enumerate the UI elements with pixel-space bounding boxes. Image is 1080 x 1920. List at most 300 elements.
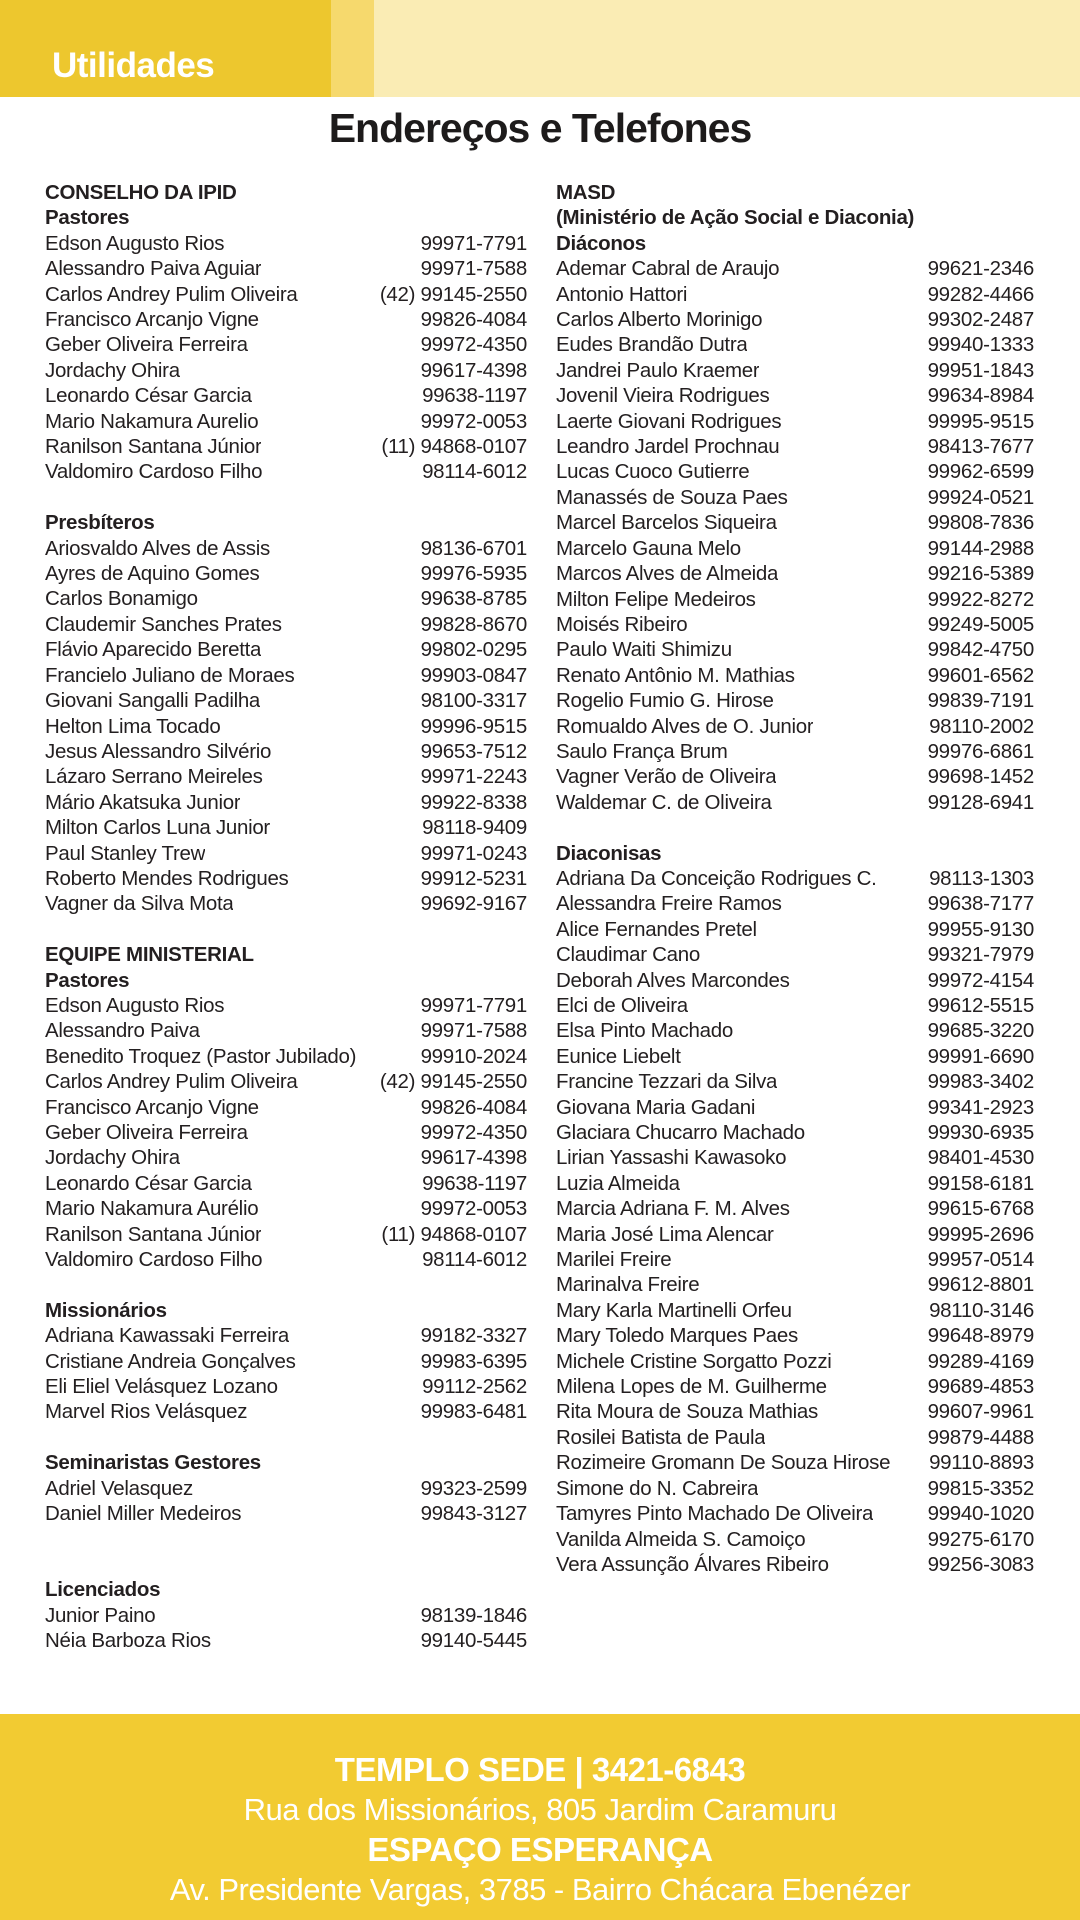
- entry-phone: 99638-1197: [422, 384, 527, 408]
- entry-name: Benedito Troquez (Pastor Jubilado): [45, 1044, 357, 1068]
- entry-phone: 99802-0295: [420, 638, 527, 662]
- directory-entry: [45, 1349, 527, 1374]
- entry-name: Deborah Alves Marcondes: [556, 968, 790, 992]
- directory-entry: [45, 332, 527, 357]
- entry-phone: 99638-8785: [420, 587, 527, 611]
- directory-entry: [556, 510, 1034, 535]
- entry-phone: 98136-6701: [420, 536, 527, 560]
- directory-entry: [45, 1044, 527, 1069]
- directory-entry: [45, 739, 527, 764]
- directory-entry: [45, 536, 527, 561]
- entry-name: Alice Fernandes Pretel: [556, 917, 757, 941]
- directory-entry: [556, 1552, 1034, 1577]
- section-header: Diáconos: [556, 231, 646, 255]
- entry-phone: 99638-7177: [927, 892, 1034, 916]
- entry-name: Moisés Ribeiro: [556, 612, 688, 636]
- entry-name: Francine Tezzari da Silva: [556, 1070, 778, 1094]
- entry-phone: 99976-6861: [927, 739, 1034, 763]
- entry-phone: 99940-1020: [927, 1502, 1034, 1526]
- directory-section: [45, 1577, 527, 1653]
- entry-name: Marinalva Freire: [556, 1273, 700, 1297]
- entry-name: Mário Akatsuka Junior: [45, 790, 241, 814]
- directory-entry: [45, 637, 527, 662]
- entry-name: Ademar Cabral de Araujo: [556, 257, 780, 281]
- entry-name: Milton Felipe Medeiros: [556, 587, 756, 611]
- entry-phone: 99962-6599: [927, 460, 1034, 484]
- directory-entry: [45, 764, 527, 789]
- entry-phone: 99216-5389: [927, 562, 1034, 586]
- entry-phone: 98139-1846: [420, 1603, 527, 1627]
- entry-phone: 99972-4350: [420, 1121, 527, 1144]
- directory-entry: [45, 663, 527, 688]
- directory-entry: [556, 764, 1034, 789]
- entry-phone: 99256-3083: [927, 1552, 1034, 1576]
- entry-name: Flávio Aparecido Beretta: [45, 638, 262, 662]
- entry-phone: 99275-6170: [927, 1527, 1034, 1551]
- directory-entry: [45, 1247, 527, 1272]
- directory-entry: [556, 1145, 1034, 1170]
- entry-name: Tamyres Pinto Machado De Oliveira: [556, 1502, 874, 1526]
- entry-phone: 99922-8338: [420, 790, 527, 814]
- entry-name: Jandrei Paulo Kraemer: [556, 358, 760, 382]
- entry-phone: 99995-9515: [927, 409, 1034, 433]
- entry-name: Vanilda Almeida S. Camoiço: [556, 1527, 806, 1551]
- entry-phone: 99995-2696: [927, 1222, 1034, 1246]
- directory-entry: [556, 891, 1034, 916]
- entry-phone: 99323-2599: [420, 1476, 527, 1500]
- entry-name: Ariosvaldo Alves de Assis: [45, 536, 270, 560]
- directory-entry: [45, 231, 527, 256]
- entry-name: Milton Carlos Luna Junior: [45, 816, 270, 840]
- entry-phone: 99991-6690: [927, 1044, 1034, 1068]
- entry-name: Claudimar Cano: [556, 943, 700, 967]
- directory-entry: [556, 1527, 1034, 1552]
- entry-name: Jesus Alessandro Silvério: [45, 739, 272, 763]
- entry-name: Eli Eliel Velásquez Lozano: [45, 1375, 278, 1399]
- entry-name: Vera Assunção Álvares Ribeiro: [556, 1552, 829, 1576]
- entry-phone: 99972-4154: [927, 968, 1034, 992]
- entry-phone: 99302-2487: [927, 308, 1034, 332]
- entry-phone: 99983-3402: [927, 1070, 1034, 1094]
- directory-entry: [556, 917, 1034, 942]
- section-header: Pastores: [45, 968, 130, 992]
- entry-name: Antonio Hattori: [556, 282, 688, 306]
- directory-entry: [556, 968, 1034, 993]
- entry-name: Paul Stanley Trew: [45, 841, 206, 865]
- entry-name: Leonardo César Garcia: [45, 1171, 252, 1195]
- entry-phone: 99648-8979: [927, 1324, 1034, 1348]
- entry-name: Elci de Oliveira: [556, 993, 688, 1017]
- banner-light-block: [374, 0, 1080, 97]
- directory-entry: [45, 815, 527, 840]
- directory-entry: [556, 942, 1034, 967]
- entry-name: Lirian Yassashi Kawasoko: [556, 1146, 787, 1170]
- directory-entry: [556, 1120, 1034, 1145]
- entry-name: Francielo Juliano de Moraes: [45, 663, 295, 687]
- directory-entry: [45, 1171, 527, 1196]
- entry-name: Alessandro Paiva Aguiar: [45, 257, 262, 281]
- directory-entry: [556, 282, 1034, 307]
- directory-entry: [556, 637, 1034, 662]
- entry-phone: 99685-3220: [927, 1019, 1034, 1043]
- entry-name: Leandro Jardel Prochnau: [556, 435, 780, 459]
- entry-phone: 99839-7191: [927, 689, 1034, 713]
- entry-phone: 99110-8893: [929, 1451, 1034, 1475]
- directory-entry: [556, 1323, 1034, 1348]
- entry-phone: 99692-9167: [420, 892, 527, 916]
- entry-phone: 99828-8670: [420, 612, 527, 636]
- directory-entry: [45, 434, 527, 459]
- section-header: Missionários: [45, 1298, 167, 1322]
- directory-entry: [556, 1069, 1034, 1094]
- entry-name: Saulo França Brum: [556, 739, 728, 763]
- entry-name: Milena Lopes de M. Guilherme: [556, 1375, 827, 1399]
- entry-name: Paulo Waiti Shimizu: [556, 638, 732, 662]
- entry-phone: (11) 94868-0107: [381, 435, 527, 459]
- entry-name: Carlos Andrey Pulim Oliveira: [45, 1070, 298, 1094]
- directory-entry: [556, 459, 1034, 484]
- directory-entry: [556, 612, 1034, 637]
- entry-phone: 98100-3317: [420, 689, 527, 713]
- entry-phone: 99182-3327: [420, 1324, 527, 1348]
- footer-address-band: [0, 1714, 1080, 1920]
- directory-entry: [556, 1501, 1034, 1526]
- entry-phone: 99128-6941: [927, 790, 1034, 814]
- directory-section: [45, 1298, 527, 1425]
- entry-name: Alessandro Paiva: [45, 1019, 200, 1043]
- directory-entry: [556, 1349, 1034, 1374]
- directory-entry: [556, 358, 1034, 383]
- entry-phone: 99971-2243: [420, 765, 527, 789]
- entry-phone: 98110-2002: [929, 714, 1034, 738]
- entry-name: Glaciara Chucarro Machado: [556, 1121, 805, 1145]
- directory-entry: [45, 790, 527, 815]
- entry-name: Rogelio Fumio G. Hirose: [556, 689, 774, 713]
- directory-section: [556, 841, 1034, 1578]
- entry-phone: 98413-7677: [927, 435, 1034, 459]
- entry-phone: 99144-2988: [927, 536, 1034, 560]
- directory-entry: [45, 1374, 527, 1399]
- directory-entry: [45, 688, 527, 713]
- entry-name: Simone do N. Cabreira: [556, 1476, 759, 1500]
- entry-name: Renato Antônio M. Mathias: [556, 663, 795, 687]
- section-header: Licenciados: [45, 1578, 161, 1602]
- directory-entry: [556, 1018, 1034, 1043]
- entry-phone: 99158-6181: [927, 1171, 1034, 1195]
- entry-name: Valdomiro Cardoso Filho: [45, 1248, 263, 1272]
- entry-name: Ranilson Santana Júnior: [45, 435, 262, 459]
- directory-entry: [556, 561, 1034, 586]
- entry-name: Vagner Verão de Oliveira: [556, 765, 777, 789]
- section-header: Seminaristas Gestores: [45, 1451, 261, 1475]
- directory-entry: [45, 714, 527, 739]
- directory-entry: [556, 587, 1034, 612]
- directory-entry: [45, 612, 527, 637]
- entry-name: Mario Nakamura Aurelio: [45, 409, 259, 433]
- footer-title-line: TEMPLO SEDE | 3421-6843: [334, 1751, 746, 1788]
- entry-phone: 99341-2923: [927, 1095, 1034, 1119]
- entry-phone: 99842-4750: [927, 638, 1034, 662]
- directory-entry: [45, 409, 527, 434]
- section-header: (Ministério de Ação Social e Diaconia): [556, 206, 915, 230]
- directory-section: [45, 180, 527, 485]
- entry-phone: 99976-5935: [420, 562, 527, 586]
- entry-phone: 99972-0053: [420, 1197, 527, 1221]
- directory-entry: [556, 409, 1034, 434]
- entry-name: Marcia Adriana F. M. Alves: [556, 1197, 790, 1221]
- entry-name: Geber Oliveira Ferreira: [45, 1121, 248, 1144]
- directory-entry: [556, 739, 1034, 764]
- entry-name: Lucas Cuoco Gutierre: [556, 460, 750, 484]
- section-header: CONSELHO DA IPID: [45, 181, 237, 204]
- entry-name: Jordachy Ohira: [45, 1146, 180, 1170]
- entry-name: Marilei Freire: [556, 1248, 672, 1272]
- entry-name: Rita Moura de Souza Mathias: [556, 1400, 818, 1424]
- entry-name: Rosilei Batista de Paula: [556, 1425, 766, 1449]
- entry-name: Edson Augusto Rios: [45, 231, 225, 255]
- directory-entry: [556, 1298, 1034, 1323]
- entry-phone: 99955-9130: [927, 917, 1034, 941]
- directory-entry: [556, 714, 1034, 739]
- entry-phone: 98114-6012: [422, 460, 527, 484]
- entry-name: Ayres de Aquino Gomes: [45, 562, 260, 586]
- entry-phone: 99815-3352: [927, 1476, 1034, 1500]
- entry-phone: 99634-8984: [927, 384, 1034, 408]
- entry-name: Manassés de Souza Paes: [556, 485, 788, 509]
- entry-phone: 99971-7791: [420, 231, 527, 255]
- entry-phone: 99983-6395: [420, 1349, 527, 1373]
- entry-name: Adriana Da Conceição Rodrigues C.: [556, 866, 877, 890]
- entry-phone: 99910-2024: [420, 1044, 527, 1068]
- entry-name: Adriel Velasquez: [45, 1476, 193, 1500]
- entry-name: Edson Augusto Rios: [45, 993, 225, 1017]
- entry-phone: 99249-5005: [927, 612, 1034, 636]
- section-header: Pastores: [45, 206, 130, 230]
- entry-phone: (11) 94868-0107: [381, 1222, 527, 1246]
- entry-name: Claudemir Sanches Prates: [45, 612, 282, 636]
- directory-entry: [556, 1374, 1034, 1399]
- entry-phone: 99289-4169: [927, 1349, 1034, 1373]
- entry-phone: 99282-4466: [927, 282, 1034, 306]
- directory-column-right: [556, 180, 1034, 1577]
- entry-name: Francisco Arcanjo Vigne: [45, 308, 259, 332]
- directory-entry: [556, 790, 1034, 815]
- entry-name: Giovana Maria Gadani: [556, 1095, 756, 1119]
- entry-name: Mary Karla Martinelli Orfeu: [556, 1298, 792, 1322]
- top-banner: [0, 0, 1080, 97]
- entry-phone: 99843-3127: [420, 1502, 527, 1526]
- entry-phone: 99698-1452: [927, 765, 1034, 789]
- entry-name: Francisco Arcanjo Vigne: [45, 1095, 259, 1119]
- directory-entry: [556, 1272, 1034, 1297]
- directory-entry: [45, 459, 527, 484]
- entry-phone: 99321-7979: [927, 943, 1034, 967]
- footer-address-line: Rua dos Missionários, 805 Jardim Caramuru: [243, 1792, 837, 1827]
- directory-entry: [556, 536, 1034, 561]
- entry-phone: 98110-3146: [929, 1298, 1034, 1322]
- entry-phone: 99615-6768: [927, 1197, 1034, 1221]
- directory-entry: [556, 1425, 1034, 1450]
- page-title: Endereços e Telefones: [328, 105, 752, 151]
- entry-phone: 99951-1843: [927, 358, 1034, 382]
- entry-phone: 99912-5231: [420, 866, 527, 890]
- entry-name: Mary Toledo Marques Paes: [556, 1324, 798, 1348]
- entry-phone: 98118-9409: [422, 816, 527, 840]
- directory-entry: [556, 332, 1034, 357]
- entry-phone: 99971-7588: [420, 257, 527, 281]
- entry-name: Maria José Lima Alencar: [556, 1222, 774, 1246]
- directory-section: [45, 1450, 527, 1526]
- directory-entry: [556, 485, 1034, 510]
- directory-entry: [556, 1095, 1034, 1120]
- entry-name: Lázaro Serrano Meireles: [45, 765, 263, 789]
- directory-entry: [45, 256, 527, 281]
- entry-phone: 99617-4398: [420, 1146, 527, 1170]
- directory-entry: [45, 1145, 527, 1170]
- entry-phone: 99653-7512: [420, 739, 527, 763]
- entry-phone: 99112-2562: [422, 1375, 527, 1399]
- entry-phone: 99924-0521: [927, 485, 1034, 509]
- entry-phone: 99971-7588: [420, 1019, 527, 1043]
- directory-entry: [45, 1323, 527, 1348]
- entry-phone: 99607-9961: [927, 1400, 1034, 1424]
- entry-name: Roberto Mendes Rodrigues: [45, 866, 289, 890]
- entry-name: Romualdo Alves de O. Junior: [556, 714, 814, 738]
- entry-name: Carlos Andrey Pulim Oliveira: [45, 282, 298, 306]
- entry-name: Mario Nakamura Aurélio: [45, 1197, 259, 1221]
- entry-name: Daniel Miller Medeiros: [45, 1502, 242, 1526]
- entry-phone: 98113-1303: [929, 866, 1034, 890]
- entry-name: Eudes Brandão Dutra: [556, 333, 748, 357]
- entry-phone: 99972-0053: [420, 409, 527, 433]
- entry-phone: 99826-4084: [420, 1095, 527, 1119]
- entry-name: Laerte Giovani Rodrigues: [556, 409, 782, 433]
- entry-name: Valdomiro Cardoso Filho: [45, 460, 263, 484]
- directory-entry: [45, 1476, 527, 1501]
- directory-entry: [45, 1628, 527, 1653]
- entry-phone: (42) 99145-2550: [379, 1070, 527, 1094]
- entry-phone: 99612-5515: [927, 993, 1034, 1017]
- entry-name: Marcos Alves de Almeida: [556, 562, 779, 586]
- entry-name: Jordachy Ohira: [45, 358, 180, 382]
- entry-name: Helton Lima Tocado: [45, 714, 221, 738]
- entry-phone: 99903-0847: [420, 663, 527, 687]
- entry-name: Waldemar C. de Oliveira: [556, 790, 772, 814]
- entry-phone: 99617-4398: [420, 358, 527, 382]
- directory-entry: [45, 1399, 527, 1424]
- directory-entry: [45, 1603, 527, 1628]
- entry-name: Eunice Liebelt: [556, 1044, 681, 1068]
- entry-name: Carlos Bonamigo: [45, 587, 198, 611]
- directory-entry: [45, 561, 527, 586]
- directory-entry: [45, 993, 527, 1018]
- directory-entry: [556, 1196, 1034, 1221]
- entry-name: Ranilson Santana Júnior: [45, 1222, 262, 1246]
- entry-name: Geber Oliveira Ferreira: [45, 333, 248, 357]
- entry-name: Adriana Kawassaki Ferreira: [45, 1324, 289, 1348]
- entry-phone: 99930-6935: [927, 1121, 1034, 1145]
- footer-title-line: ESPAÇO ESPERANÇA: [367, 1831, 713, 1868]
- directory-entry: [556, 688, 1034, 713]
- banner-dark-block: [0, 0, 331, 97]
- entry-phone: 99922-8272: [927, 587, 1034, 611]
- banner-mid-block: [331, 0, 374, 97]
- entry-name: Vagner da Silva Mota: [45, 892, 234, 916]
- section-header: Diaconisas: [556, 841, 662, 865]
- directory-entry: [45, 1120, 527, 1145]
- directory-entry: [45, 307, 527, 332]
- directory-entry: [45, 383, 527, 408]
- directory-section: [45, 942, 527, 1272]
- directory-entry: [556, 663, 1034, 688]
- entry-phone: 99983-6481: [420, 1400, 527, 1424]
- directory-entry: [45, 586, 527, 611]
- entry-name: Rozimeire Gromann De Souza Hirose: [556, 1451, 891, 1475]
- directory-entry: [556, 1044, 1034, 1069]
- directory-entry: [45, 841, 527, 866]
- entry-name: Jovenil Vieira Rodrigues: [556, 384, 770, 408]
- entry-phone: 99621-2346: [927, 257, 1034, 281]
- entry-name: Leonardo César Garcia: [45, 384, 252, 408]
- directory-entry: [556, 1222, 1034, 1247]
- entry-name: Michele Cristine Sorgatto Pozzi: [556, 1349, 832, 1373]
- directory-entry: [45, 282, 527, 307]
- section-header: Presbíteros: [45, 511, 155, 535]
- directory-entry: [45, 1018, 527, 1043]
- directory-entry: [556, 1476, 1034, 1501]
- entry-name: Marvel Rios Velásquez: [45, 1400, 248, 1424]
- directory-entry: [45, 1222, 527, 1247]
- directory-entry: [556, 1171, 1034, 1196]
- entry-phone: 99826-4084: [420, 308, 527, 332]
- entry-phone: 99140-5445: [420, 1629, 527, 1653]
- directory-section: [556, 180, 1034, 815]
- directory-entry: [45, 891, 527, 916]
- entry-name: Elsa Pinto Machado: [556, 1019, 733, 1043]
- entry-phone: 99957-0514: [927, 1248, 1034, 1272]
- entry-phone: 99601-6562: [927, 663, 1034, 687]
- entry-name: Alessandra Freire Ramos: [556, 892, 782, 916]
- directory-entry: [45, 1501, 527, 1526]
- entry-phone: 98114-6012: [422, 1248, 527, 1272]
- entry-phone: (42) 99145-2550: [379, 282, 527, 306]
- entry-phone: 99972-4350: [420, 333, 527, 357]
- entry-name: Marcelo Gauna Melo: [556, 536, 741, 560]
- entry-name: Junior Paino: [45, 1603, 156, 1627]
- entry-name: Carlos Alberto Morinigo: [556, 308, 763, 332]
- directory-column-left: [45, 180, 527, 1653]
- footer-address-line: Av. Presidente Vargas, 3785 - Bairro Chácara Ebenézer: [169, 1872, 911, 1907]
- directory-entry: [45, 1095, 527, 1120]
- entry-name: Néia Barboza Rios: [45, 1629, 211, 1653]
- entry-phone: 99638-1197: [422, 1171, 527, 1195]
- section-header: MASD: [556, 181, 616, 204]
- entry-phone: 99689-4853: [927, 1375, 1034, 1399]
- entry-name: Luzia Almeida: [556, 1171, 680, 1195]
- entry-name: Cristiane Andreia Gonçalves: [45, 1349, 296, 1373]
- entry-phone: 99808-7836: [927, 511, 1034, 535]
- entry-name: Marcel Barcelos Siqueira: [556, 511, 777, 535]
- directory-entry: [45, 866, 527, 891]
- directory-section: [45, 510, 527, 917]
- entry-phone: 99940-1333: [927, 333, 1034, 357]
- directory-entry: [45, 1069, 527, 1094]
- entry-phone: 99612-8801: [927, 1273, 1034, 1297]
- directory-entry: [556, 307, 1034, 332]
- section-header: EQUIPE MINISTERIAL: [45, 943, 254, 967]
- directory-entry: [556, 1247, 1034, 1272]
- directory-entry: [45, 1196, 527, 1221]
